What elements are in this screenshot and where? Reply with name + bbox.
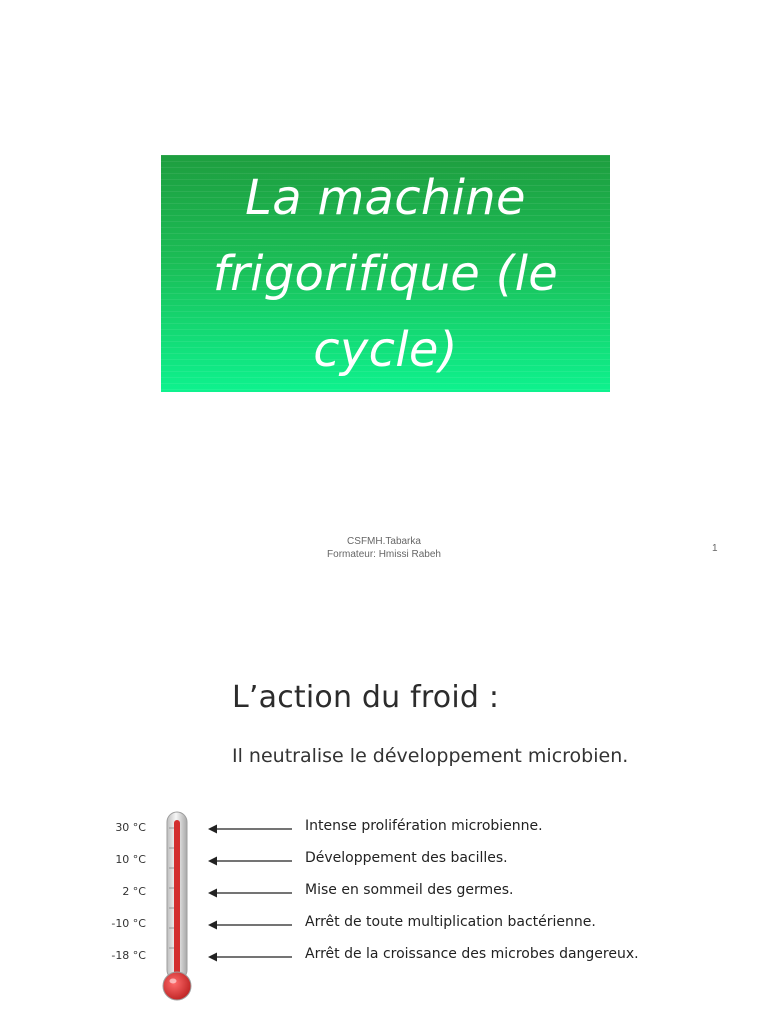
arrow-left-icon: [208, 855, 292, 867]
temperature-row: [100, 914, 700, 936]
effect-text: Arrêt de la croissance des microbes dangereux.: [305, 946, 639, 962]
effect-text: Arrêt de toute multiplication bactérienne.: [305, 914, 596, 930]
footer-trainer: Formateur: Hmissi Rabeh: [327, 549, 441, 560]
section-intro: Il neutralise le développement microbien.: [232, 745, 629, 767]
effect-text: Intense prolifération microbienne.: [305, 818, 543, 834]
title-banner: [161, 155, 610, 392]
footer-credits: [284, 535, 484, 561]
temperature-row: [100, 882, 700, 904]
temperature-label: 2 °C: [122, 885, 146, 898]
thermometer-figure: [100, 808, 700, 1008]
effect-text: Développement des bacilles.: [305, 850, 508, 866]
temperature-label: 30 °C: [115, 821, 146, 834]
temperature-label: -10 °C: [111, 917, 146, 930]
arrow-left-icon: [208, 919, 292, 931]
temperature-row: [100, 850, 700, 872]
effect-text: Mise en sommeil des germes.: [305, 882, 514, 898]
temperature-row: [100, 946, 700, 968]
section-heading: L’action du froid :: [232, 680, 500, 715]
temperature-row: [100, 818, 700, 840]
arrow-left-icon: [208, 823, 292, 835]
page-number: 1: [712, 543, 718, 554]
slide-title: La machine frigorifique (le cycle): [212, 169, 559, 378]
temperature-label: 10 °C: [115, 853, 146, 866]
arrow-left-icon: [208, 887, 292, 899]
temperature-label: -18 °C: [111, 949, 146, 962]
arrow-left-icon: [208, 951, 292, 963]
footer-organization: CSFMH.Tabarka: [347, 536, 421, 547]
